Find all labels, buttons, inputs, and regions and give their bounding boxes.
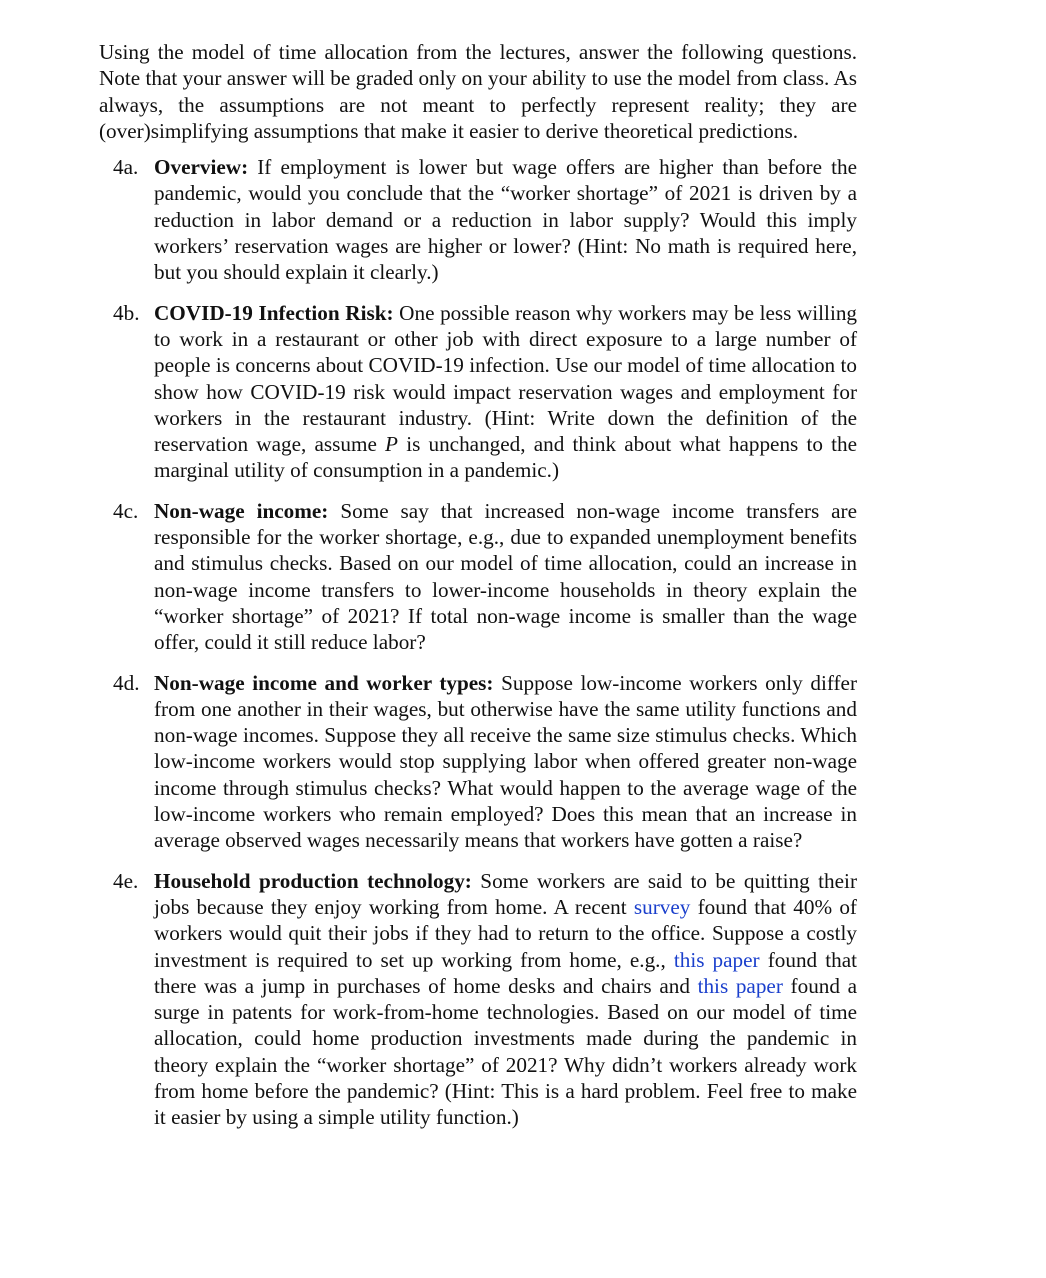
- paper-link-desks[interactable]: this paper: [673, 947, 760, 972]
- question-text: Some say that increased non-wage income transfers are responsible for the worker shortage, e.g., due to expanded unemployment benefits and stimulus checks. Based on our model of time allocation, could an increase in non-wage income transfers to lower-income households in theory explain the “worker shortage” of 2021? If total non-wage income is smaller than the wage offer, could it still reduce labor?: [154, 498, 858, 655]
- question-body: [154, 300, 857, 484]
- question-4c: [99, 498, 857, 656]
- question-text-continued: found a surge in patents for work-from-home technologies. Based on our model of time allocation, could home production investments made during the pandemic in theory explain the “worker shortage” of 2021? Why didn’t workers already work from home before the pandemic? (Hint: This is a hard problem. Feel free to make it easier by using a simple utility function.): [154, 973, 858, 1130]
- question-body: [154, 868, 857, 1131]
- question-text: One possible reason why workers may be less willing to work in a restaurant or other job with direct exposure to a large number of people is concerns about COVID-19 infection. Use our model of time allocation to show how COVID-19 risk would impact reservation wages and employment for workers in the restaurant industry. (Hint: Write down the definition of the reservation wage, assume: [154, 300, 858, 457]
- question-body: [154, 670, 857, 854]
- question-body: [154, 498, 857, 656]
- question-label: 4b.: [113, 300, 140, 325]
- question-title: Non-wage income and worker types:: [154, 670, 494, 695]
- question-label: 4e.: [113, 868, 139, 893]
- question-title: Non-wage income:: [154, 498, 329, 523]
- question-text: Some workers are said to be quitting their jobs because they enjoy working from home. A recent: [154, 868, 857, 919]
- question-text-continued: found that 40% of workers would quit their jobs if they had to return to the office. Suppose a costly investment is required to set up working from home, e.g.,: [154, 894, 857, 972]
- question-title: Overview:: [154, 155, 249, 180]
- question-label: 4c.: [113, 498, 139, 523]
- question-4b: [99, 300, 857, 484]
- question-body: [154, 154, 857, 285]
- math-variable-p: P: [385, 432, 398, 457]
- document-page: [99, 39, 857, 1145]
- question-text-continued: found that there was a jump in purchases of home desks and chairs and: [154, 947, 858, 998]
- question-4d: [99, 670, 857, 854]
- question-text-continued: is unchanged, and think about what happens to the marginal utility of consumption in a pandemic.): [154, 432, 858, 483]
- paper-link-patents[interactable]: this paper: [697, 973, 783, 998]
- intro-paragraph: Using the model of time allocation from the lectures, answer the following questions. Note that your answer will be graded only on your ability to use the model from class. As always, the assumptions are not meant to perfectly represent reality; they are (over)simplifying assumptions that make it easier to derive theoretical predictions.: [99, 40, 857, 143]
- question-title: Household production technology:: [154, 868, 472, 893]
- question-label: 4d.: [113, 670, 140, 695]
- question-title: COVID-19 Infection Risk:: [154, 300, 394, 325]
- question-text: Suppose low-income workers only differ from one another in their wages, but otherwise have the same utility functions and non-wage incomes. Suppose they all receive the same size stimulus checks. Which low-income workers would stop supplying labor when offered greater non-wage income through stimulus checks? What would happen to the average wage of the low-income workers who remain employed? Does this mean that an increase in average observed wages necessarily means that workers have gotten a raise?: [154, 670, 858, 853]
- question-label: 4a.: [113, 155, 139, 180]
- survey-link[interactable]: survey: [633, 894, 691, 919]
- question-4e: [99, 868, 857, 1131]
- question-text: If employment is lower but wage offers are higher than before the pandemic, would you conclude that the “worker shortage” of 2021 is driven by a reduction in labor demand or a reduction in labor supply? Would this imply workers’ reservation wages are higher or lower? (Hint: No math is required here, but you should explain it clearly.): [154, 155, 858, 285]
- question-4a: [99, 154, 857, 285]
